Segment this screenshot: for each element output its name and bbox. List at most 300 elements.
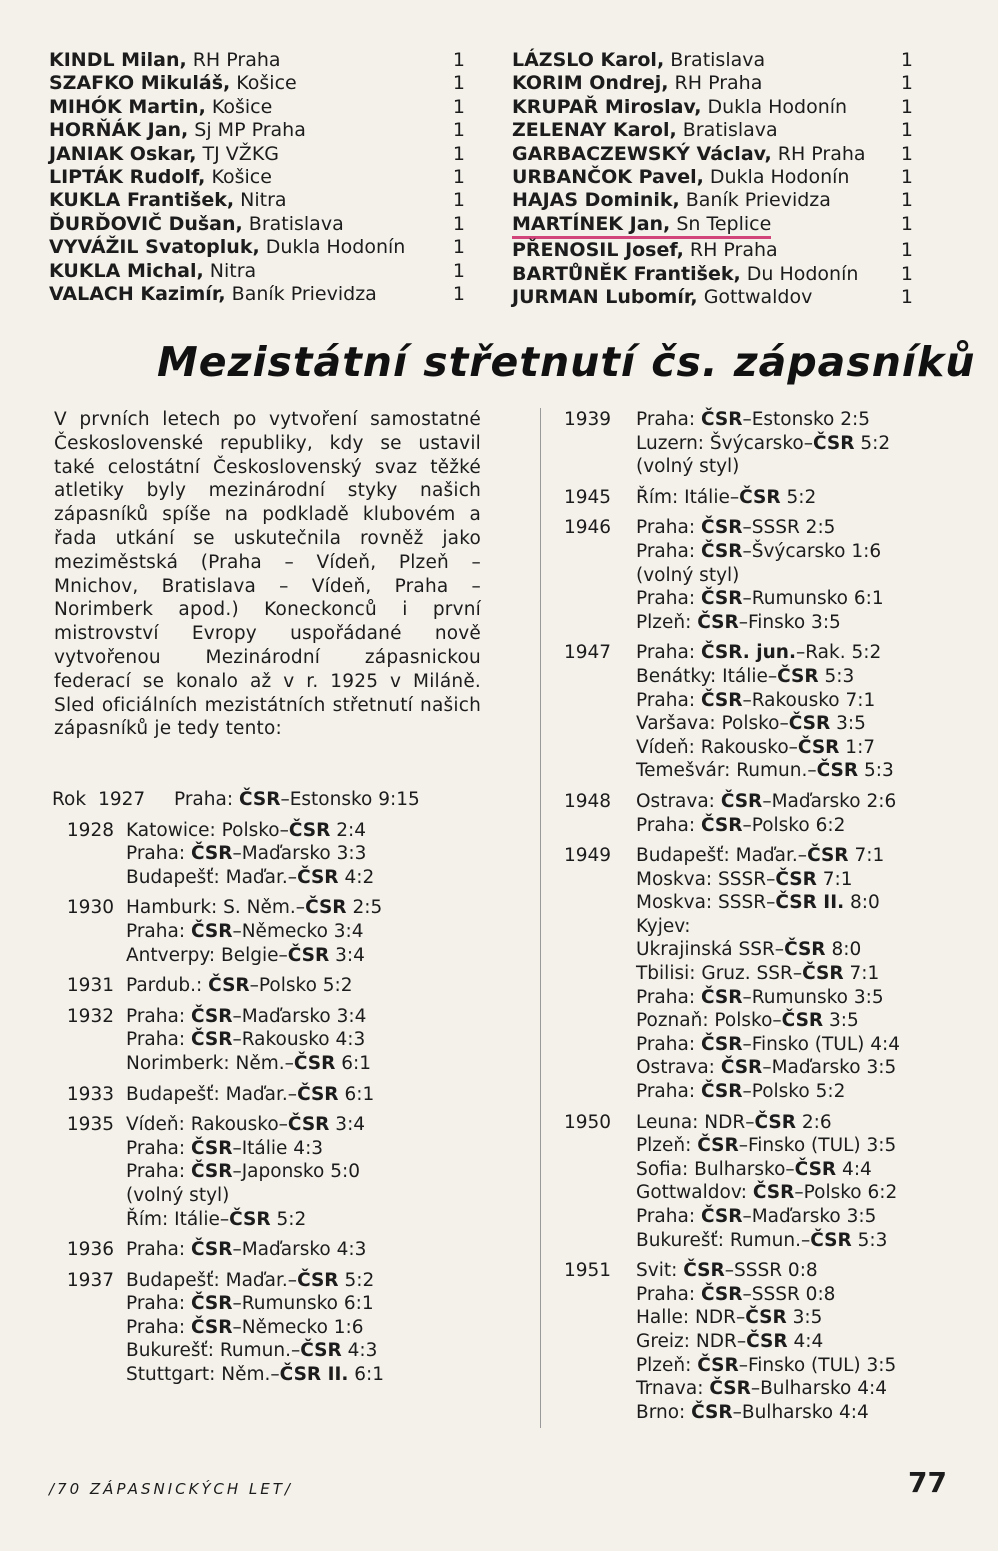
match-line	[126, 1184, 492, 1208]
match-text: –Finsko (TUL) 3:5	[738, 1135, 897, 1157]
match-place: Řím:	[126, 1208, 169, 1230]
match-csr: ČSR	[775, 868, 817, 890]
match-csr: ČSR	[754, 1111, 796, 1133]
match-place: Praha:	[126, 843, 186, 865]
roster-club: Baník Prievidza	[225, 283, 377, 306]
match-text: 4:4	[836, 1158, 872, 1180]
match-place: Budapešť:	[126, 1083, 220, 1105]
match-place: Řím:	[636, 486, 679, 508]
roster-count: 1	[452, 189, 465, 212]
match-line	[636, 891, 974, 915]
match-text: –Rumunsko 3:5	[742, 986, 884, 1008]
match-line	[636, 1229, 974, 1253]
year-group	[52, 1238, 492, 1262]
year-label	[564, 844, 636, 1104]
match-line	[126, 1339, 492, 1363]
roster-surname: VALACH Kazimír,	[49, 283, 226, 306]
roster-name	[49, 213, 344, 236]
year-value: 1928	[66, 819, 114, 841]
roster-name	[512, 239, 778, 262]
match-csr: ČSR	[700, 409, 743, 430]
roster-row	[512, 96, 917, 119]
match-text: 4:2	[338, 866, 375, 888]
match-line	[126, 1028, 492, 1052]
match-place: Praha:	[126, 1293, 186, 1315]
year-value: 1949	[564, 845, 612, 867]
match-csr: ČSR	[190, 1316, 233, 1338]
results-right-column	[564, 408, 974, 1431]
roster-name	[512, 119, 778, 142]
match-text: Polsko–	[708, 1010, 782, 1032]
roster-row	[512, 72, 917, 95]
roster-name	[49, 96, 272, 119]
match-place: (volný styl)	[126, 1184, 230, 1206]
match-csr: ČSR	[190, 1239, 233, 1261]
roster-club: Nitra	[203, 259, 257, 282]
match-place: Halle:	[636, 1307, 690, 1329]
roster-surname: BARTŮNĚK František,	[512, 262, 741, 285]
results-left-column	[52, 788, 492, 1394]
match-csr: ČSR	[229, 1208, 271, 1230]
match-place: Sofia:	[636, 1158, 689, 1180]
roster-surname: KUKLA Michal,	[49, 259, 204, 282]
match-csr: ČSR	[700, 588, 743, 610]
match-text: –Maďarsko 2:6	[762, 790, 897, 812]
roster-name	[512, 143, 866, 166]
match-csr: ČSR	[288, 819, 331, 841]
match-place: Praha:	[126, 1239, 186, 1261]
match-text: 3:5	[823, 1010, 859, 1032]
year-value: 1948	[564, 790, 612, 812]
roster-name	[49, 72, 297, 95]
match-line	[636, 516, 974, 540]
match-csr: ČSR	[720, 790, 763, 812]
match-place: Vídeň:	[636, 736, 695, 758]
match-list	[636, 1111, 974, 1253]
roster-count: 1	[900, 49, 913, 71]
match-line	[636, 1330, 974, 1354]
match-line	[636, 1181, 974, 1205]
match-place: Budapešť:	[126, 866, 220, 888]
match-text: –SSSR 0:8	[742, 1283, 836, 1305]
match-csr: ČSR II.	[775, 892, 845, 914]
match-text: –Finsko (TUL) 3:5	[738, 1354, 897, 1376]
match-place: Temešvár:	[636, 760, 731, 782]
roster-count: 1	[452, 72, 465, 95]
match-text: Rakousko–	[694, 736, 798, 758]
roster-name	[49, 143, 279, 166]
match-csr: ČSR	[752, 1182, 795, 1204]
match-place: Budapešť:	[126, 1269, 220, 1291]
match-csr: ČSR	[794, 1158, 837, 1180]
match-text: –Německo 3:4	[232, 920, 364, 942]
match-place: Brno:	[636, 1401, 686, 1423]
roster-name	[49, 49, 281, 72]
match-text: Polsko–	[715, 713, 789, 735]
match-line	[174, 788, 492, 812]
match-place: Bukurešť:	[636, 1229, 724, 1251]
year-label	[52, 1113, 126, 1231]
match-list	[636, 1259, 974, 1424]
roster-club: Dukla Hodonín	[701, 95, 848, 118]
match-line	[636, 455, 974, 479]
match-csr: ČSR	[810, 1229, 852, 1251]
match-text: –Maďarsko 3:3	[232, 843, 367, 865]
match-csr: ČSR	[700, 986, 743, 1008]
match-line	[126, 1292, 492, 1316]
year-value: 1933	[66, 1083, 114, 1105]
roster-club: Bratislava	[242, 212, 344, 235]
match-place: Ostrava:	[636, 790, 715, 812]
year-value: 1931	[66, 975, 114, 997]
match-text: –Bulharsko 4:4	[732, 1401, 869, 1423]
match-csr: ČSR	[807, 845, 849, 867]
match-line	[636, 1056, 974, 1080]
match-line	[126, 1005, 492, 1029]
match-text: 6:1	[338, 1083, 375, 1105]
match-text: –Maďarsko 3:5	[762, 1057, 897, 1079]
match-place: Praha:	[636, 517, 696, 539]
roster-row	[49, 166, 469, 189]
year-group	[52, 819, 492, 890]
match-csr: ČSR	[691, 1401, 733, 1423]
year-value: 1930	[66, 897, 114, 919]
match-csr: ČSR	[739, 486, 781, 508]
match-line	[636, 432, 974, 456]
match-text: –Rak. 5:2	[795, 642, 882, 664]
year-value: 1936	[66, 1239, 114, 1261]
match-place: Luzern:	[636, 432, 705, 454]
roster-surname: ĎURĎOVIČ Dušan,	[49, 212, 243, 235]
match-place: Antverpy:	[126, 944, 216, 966]
match-place: Greiz:	[636, 1330, 691, 1352]
match-csr: ČSR	[293, 1052, 336, 1074]
match-place: Stuttgart:	[126, 1364, 216, 1386]
year-group	[564, 1111, 974, 1253]
roster-left	[49, 49, 469, 306]
match-text: –SSSR 2:5	[742, 517, 836, 539]
match-csr: ČSR	[784, 939, 826, 961]
match-line	[636, 689, 974, 713]
match-text: 7:1	[816, 868, 853, 890]
match-text: –SSSR 0:8	[724, 1260, 818, 1282]
roster-club: Košice	[205, 166, 272, 189]
year-group	[564, 790, 974, 837]
match-text: –Polsko 6:2	[742, 814, 846, 836]
match-text: –Rakousko 4:3	[232, 1029, 366, 1051]
match-csr: ČSR	[802, 963, 844, 985]
match-text: 2:6	[795, 1111, 832, 1133]
match-line	[636, 790, 974, 814]
match-csr: ČSR	[700, 689, 743, 711]
roster-surname: MIHÓK Martin,	[49, 95, 206, 118]
match-place: Praha:	[126, 1005, 186, 1027]
roster-club: Dukla Hodonín	[703, 166, 850, 189]
match-text: 3:5	[786, 1307, 823, 1329]
roster-row	[49, 119, 469, 142]
match-text: –Maďarsko 3:5	[742, 1206, 877, 1227]
roster-name	[512, 72, 762, 95]
match-place: Praha:	[636, 409, 696, 430]
match-place: Norimberk:	[126, 1052, 230, 1074]
year-group	[52, 896, 492, 967]
column-divider	[540, 408, 541, 1428]
match-csr: ČSR	[700, 1283, 743, 1305]
roster-surname: KINDL Milan,	[49, 49, 187, 71]
match-text: NDR–	[690, 1330, 747, 1352]
match-list	[126, 1005, 492, 1076]
match-line	[636, 540, 974, 564]
match-text: –Finsko 3:5	[738, 611, 841, 633]
roster-row	[49, 96, 469, 119]
match-text: –Estonsko 9:15	[280, 789, 420, 810]
match-list	[636, 486, 974, 510]
match-text: Rakousko–	[184, 1114, 288, 1136]
match-text: Bulharsko–	[688, 1158, 795, 1180]
roster-club: Sn Teplice	[670, 212, 772, 235]
match-line	[636, 844, 974, 868]
match-list	[636, 516, 974, 634]
roster-count: 1	[900, 95, 913, 118]
roster-count: 1	[900, 142, 913, 165]
match-line	[636, 1158, 974, 1182]
roster-row	[49, 213, 469, 236]
year-label	[52, 819, 126, 890]
match-place: Praha:	[636, 986, 696, 1008]
match-text: 7:1	[843, 963, 880, 985]
match-place: Pardub.:	[126, 975, 203, 997]
match-csr: ČSR	[745, 1307, 787, 1329]
match-place: Hamburk:	[126, 897, 218, 919]
year-label	[564, 1111, 636, 1253]
roster-row	[49, 283, 469, 306]
match-line	[636, 564, 974, 588]
match-line	[126, 974, 492, 998]
match-text: –Itálie 4:3	[232, 1137, 324, 1159]
match-text: 6:1	[335, 1052, 372, 1074]
match-text: 4:3	[341, 1340, 378, 1362]
match-text: 5:2	[270, 1208, 307, 1230]
roster-club: Du Hodonín	[740, 262, 859, 285]
roster-row	[49, 143, 469, 166]
match-csr: ČSR	[812, 432, 855, 454]
match-text: 5:2	[338, 1269, 375, 1291]
roster-row	[49, 260, 469, 283]
roster-count: 1	[900, 239, 913, 262]
match-place: Moskva:	[636, 892, 713, 914]
match-line	[126, 896, 492, 920]
match-csr: ČSR	[697, 611, 739, 633]
match-line	[636, 759, 974, 783]
roster-club: Bratislava	[664, 49, 766, 71]
match-csr: ČSR	[190, 1005, 233, 1027]
match-text: –Rakousko 7:1	[742, 689, 876, 711]
roster-name	[49, 283, 377, 306]
page-title: Mezistátní střetnutí čs. zápasníků	[157, 338, 976, 386]
match-csr: ČSR	[190, 1029, 233, 1051]
roster-row	[49, 49, 469, 72]
match-place: Praha:	[126, 1029, 186, 1051]
match-csr: ČSR	[816, 760, 859, 782]
match-text: 1:7	[839, 736, 876, 758]
match-place: Leuna:	[636, 1111, 699, 1133]
roster-count: 1	[900, 189, 913, 212]
year-label	[52, 896, 126, 967]
match-place: Praha:	[174, 789, 234, 810]
match-text: –Japonsko 5:0	[232, 1161, 360, 1183]
year-label	[52, 1269, 126, 1387]
match-place: Praha:	[636, 642, 696, 664]
match-place: Varšava:	[636, 713, 716, 735]
match-place: Budapešť:	[636, 845, 730, 867]
roster-surname: URBANČOK Pavel,	[512, 166, 704, 189]
match-line	[126, 866, 492, 890]
match-line	[636, 1259, 974, 1283]
match-csr: ČSR	[297, 1083, 339, 1105]
match-text: NDR–	[689, 1307, 746, 1329]
roster-count: 1	[452, 49, 465, 71]
roster-surname: HAJAS Dominik,	[512, 189, 680, 212]
match-place: Plzeň:	[636, 1135, 692, 1157]
match-text: –Německo 1:6	[232, 1316, 364, 1338]
match-line	[126, 1269, 492, 1293]
roster-row	[512, 286, 917, 309]
match-text: –Estonsko 2:5	[742, 409, 871, 430]
roster-club: Košice	[230, 72, 297, 95]
match-text: –Maďarsko 4:3	[232, 1239, 367, 1261]
match-text: –Polsko 5:2	[249, 975, 353, 997]
roster-count: 1	[452, 259, 465, 282]
match-csr: ČSR	[238, 789, 281, 810]
match-csr: ČSR	[287, 1114, 330, 1136]
match-text: 3:5	[830, 713, 866, 735]
roster-club: TJ VŽKG	[196, 142, 280, 165]
match-line	[636, 814, 974, 838]
match-text: Itálie–	[168, 1208, 230, 1230]
match-line	[126, 1208, 492, 1232]
match-text: –Rumunsko 6:1	[742, 588, 884, 610]
match-line	[636, 1111, 974, 1135]
roster-name	[512, 49, 765, 72]
year-label	[52, 1083, 126, 1107]
roster-club: Bratislava	[676, 119, 778, 142]
year-value: 1935	[66, 1114, 114, 1136]
roster-club: Gottwaldov	[697, 286, 813, 309]
match-csr: ČSR	[297, 1269, 339, 1291]
match-text: 7:1	[848, 845, 885, 867]
match-list	[126, 974, 492, 998]
roster-count: 1	[452, 283, 465, 306]
match-text: –Finsko (TUL) 4:4	[742, 1033, 901, 1055]
roster-club: Baník Prievidza	[679, 189, 831, 212]
match-line	[126, 1052, 492, 1076]
roster-surname: JANIAK Oskar,	[49, 142, 197, 165]
match-csr: ČSR	[720, 1057, 763, 1079]
match-csr: ČSR	[190, 1293, 233, 1315]
match-line	[126, 1316, 492, 1340]
match-text: Belgie–	[215, 944, 288, 966]
match-text: Rumun.–	[214, 1340, 301, 1362]
year-label	[52, 1238, 126, 1262]
match-csr: ČSR	[700, 517, 743, 539]
roster-count: 1	[900, 262, 913, 285]
match-list	[636, 408, 974, 479]
match-place: Moskva:	[636, 868, 713, 890]
match-place: Ostrava:	[636, 1057, 715, 1079]
roster-name	[512, 96, 847, 119]
match-text: Něm.–	[229, 1052, 294, 1074]
match-text: 5:2	[854, 432, 891, 454]
roster-surname: KORIM Ondrej,	[512, 72, 669, 95]
match-list	[126, 819, 492, 890]
match-text: Maďar.–	[219, 1083, 298, 1105]
match-list	[126, 1083, 492, 1107]
match-place: Praha:	[126, 1161, 186, 1183]
match-csr: ČSR	[700, 814, 743, 836]
match-list	[174, 788, 492, 812]
match-place: Katowice:	[126, 819, 216, 841]
match-text: 4:4	[787, 1330, 824, 1352]
roster-row	[512, 119, 917, 142]
year-value: 1950	[564, 1111, 612, 1133]
match-text: Itálie–	[678, 486, 740, 508]
match-line	[126, 920, 492, 944]
roster-row	[512, 239, 917, 262]
match-text: Švýcarsko–	[704, 432, 813, 454]
roster-count: 1	[452, 119, 465, 142]
match-line	[636, 938, 974, 962]
match-csr: ČSR	[287, 944, 330, 966]
match-text: 3:4	[329, 1114, 366, 1136]
match-csr: ČSR	[190, 920, 233, 942]
match-text: 2:5	[346, 897, 383, 919]
match-csr: ČSR	[697, 1135, 739, 1157]
match-text: Polsko–	[215, 819, 289, 841]
match-text: 3:4	[329, 944, 365, 966]
match-line	[636, 1306, 974, 1330]
match-csr: ČSR	[305, 897, 347, 919]
book-series-label: /70 ZÁPASNICKÝCH LET/	[49, 1480, 293, 1498]
roster-surname: GARBACZEWSKÝ Václav,	[512, 142, 772, 165]
roster-row	[512, 189, 917, 212]
match-csr: ČSR	[700, 1206, 743, 1227]
match-csr: ČSR	[788, 713, 831, 735]
year-prefix: Rok	[52, 789, 87, 810]
match-line	[636, 486, 974, 510]
match-text: Rumun.–	[724, 1229, 811, 1251]
match-line	[636, 1134, 974, 1158]
match-list	[126, 896, 492, 967]
match-text: SSSR–	[712, 892, 776, 914]
match-text: Něm.–	[215, 1364, 280, 1386]
match-csr: ČSR	[777, 665, 819, 687]
roster-club: Košice	[205, 95, 273, 118]
roster-name	[49, 260, 256, 283]
roster-count: 1	[900, 212, 913, 235]
page-number: 77	[908, 1466, 947, 1499]
roster-row	[512, 49, 917, 72]
match-line	[636, 408, 974, 432]
roster-row	[512, 263, 917, 286]
match-place: Benátky:	[636, 665, 717, 687]
match-place: Praha:	[636, 588, 696, 610]
match-text: 5:3	[851, 1229, 888, 1251]
roster-count: 1	[452, 142, 465, 165]
match-csr: ČSR	[190, 1137, 233, 1159]
match-line	[636, 1283, 974, 1307]
match-csr: ČSR	[781, 1010, 824, 1032]
match-text: NDR–	[698, 1111, 755, 1133]
